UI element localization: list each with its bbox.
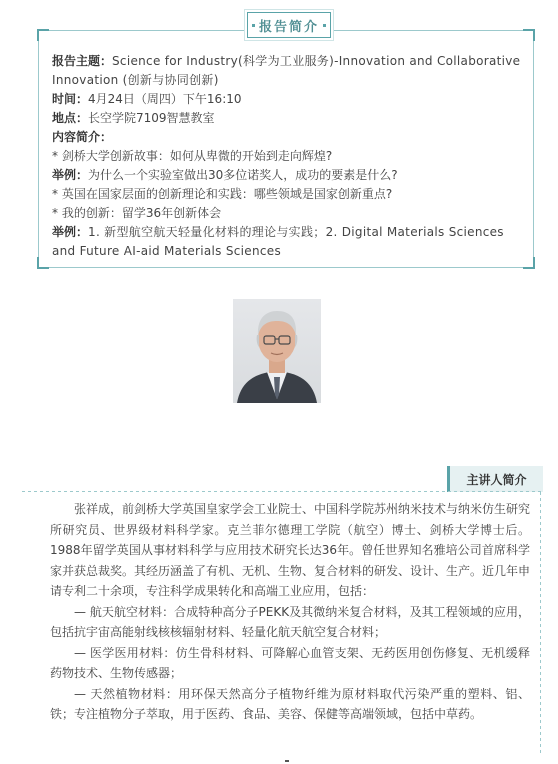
example-label: 举例： xyxy=(52,168,89,182)
example-line xyxy=(52,166,530,185)
corner-decoration xyxy=(523,29,535,41)
corner-decoration xyxy=(37,257,49,269)
bio-paragraph: 张祥成，前剑桥大学英国皇家学会工业院士、中国科学院苏州纳米技术与纳米仿生研究所研究员、世界级材料科学家。克兰菲尔德理工学院（航空）博士、剑桥大学博士后。1988年留学英国从事材料科学与应用技术研究长达36年。曾任世界知名雅培公司首席科学家并获总裁奖。其经历涵盖了有机、无机、生物、复合材料的研发、设计、生产。近几年申请专利二十余项，专注科学成果转化和高端工业应用，包括： xyxy=(50,502,531,598)
summary-label: 内容简介： xyxy=(52,130,113,144)
bio-list-item: — 天然植物材料：用环保天然高分子植物纤维为原材料取代污染严重的塑料、铝、铁；专注植物分子萃取，用于医药、食品、美容、保健等高端领域，包括中草药。 xyxy=(50,686,530,721)
speaker-header xyxy=(447,466,543,492)
divider xyxy=(540,492,541,754)
example-value: 1. 新型航空航天轻量化材料的理论与实践；2. Digital Materials Sciences and Future AI-aid Materials Sciences xyxy=(52,225,504,258)
topic-value: Science for Industry(科学为工业服务)-Innovation and Collaborative Innovation (创新与协同创新) xyxy=(52,54,521,87)
time-value: 4月24日（周四）下午16:10 xyxy=(88,92,242,106)
report-tag-label: 报告简介 xyxy=(258,19,319,35)
divider xyxy=(285,760,289,762)
example-line xyxy=(52,223,530,261)
divider xyxy=(22,491,543,492)
speaker-bio xyxy=(50,499,530,725)
speaker-header-label: 主讲人简介 xyxy=(466,472,527,487)
dot-decoration xyxy=(252,24,255,27)
time-line xyxy=(52,90,530,109)
time-label: 时间： xyxy=(52,92,89,106)
bullet-item: * 我的创新：留学36年创新体会 xyxy=(52,206,222,220)
topic-label: 报告主题： xyxy=(52,54,113,68)
summary-line xyxy=(52,128,530,147)
place-label: 地点： xyxy=(52,111,89,125)
bullet-item: * 英国在国家层面的创新理论和实践：哪些领域是国家创新重点? xyxy=(52,187,393,201)
place-line xyxy=(52,109,530,128)
example-label: 举例： xyxy=(52,225,89,239)
report-tag xyxy=(247,12,331,38)
portrait-illustration xyxy=(233,299,321,403)
example-value: 为什么一个实验室做出30多位诺奖人，成功的要素是什么? xyxy=(88,168,398,182)
dot-decoration xyxy=(323,24,326,27)
bio-list-item: — 医学医用材料：仿生骨科材料、可降解心血管支架、无药医用创伤修复、无机缓释药物技术、生物传感器； xyxy=(50,645,530,680)
bio-list-item: — 航天航空材料：合成特种高分子PEKK及其微纳米复合材料，及其工程领域的应用，包括抗宇宙高能射线核核辐射材料、轻量化航天航空复合材料； xyxy=(50,604,530,639)
bullet-item: * 剑桥大学创新故事：如何从卑微的开始到走向辉煌? xyxy=(52,149,333,163)
corner-decoration xyxy=(37,29,49,41)
report-content xyxy=(52,52,530,261)
speaker-photo xyxy=(233,299,321,403)
topic-line xyxy=(52,52,530,90)
place-value: 长空学院7109智慧教室 xyxy=(88,111,215,125)
